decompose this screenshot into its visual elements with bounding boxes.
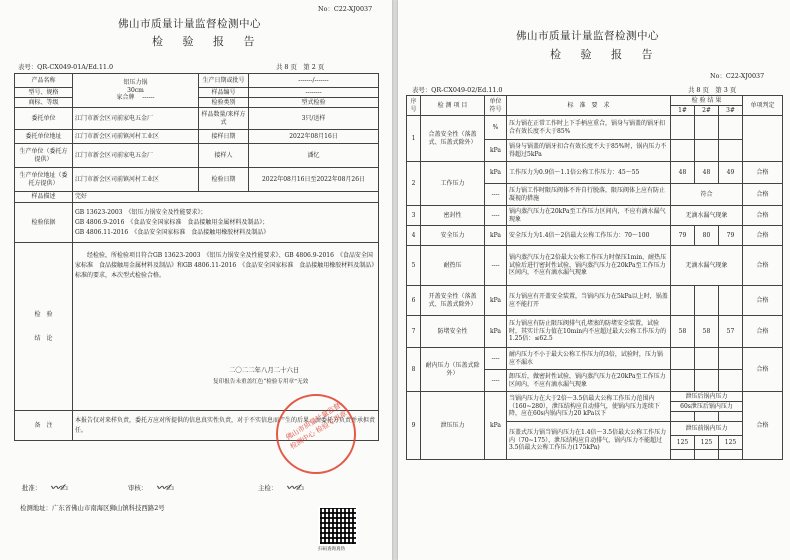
value-sample-no: -------- [249,88,379,98]
item3-no: 3 [407,206,421,226]
item4-r3: 79 [719,226,743,246]
item2-r3: 49 [719,162,743,184]
stamp-text: 佛山市质量计量监督检测中心 检验专用章 [284,401,349,451]
report-number: No：C22-XJ0037 [318,5,373,13]
label-recv: 接样日期 [199,130,249,144]
label-brand: 商标、等级 [15,98,73,108]
hdr-no: 序号 [407,96,421,116]
item8-unit1: ---- [485,348,507,370]
qr-code[interactable] [318,506,358,546]
item2-name: 工作压力 [421,162,485,206]
value-client: 江门市新会区司前家电五金厂 [73,108,199,130]
label-basis: 检验依据 [15,203,73,243]
item9-r2: 125 [695,436,719,450]
label-model: 型号、规格 [15,88,73,98]
item3-name: 密封性 [421,206,485,226]
item6-unit: kPa [485,286,507,316]
item9-unit: kPa [485,392,507,460]
item8-unit2: ---- [485,370,507,392]
report-number: No：C22-XJ0037 [710,72,765,80]
item6-name: 开盖安全性（落盖式、压盖式除外） [421,286,485,316]
report-title: 检 验 报 告 [550,48,661,61]
value-test-date: 2022年08月16日至2022年08月26日 [249,168,379,192]
basis-line-2: GB 4806.9-2016 《食品安全国家标准 食品接触用金属材料及制品》； [75,218,269,226]
value-remark: 本报告仅对来样负责，委托方应对所提供的信息真实性负责，对于不实信息而产生的后果，由委托方负责并承担责任。 [73,411,379,441]
item4-r1: 79 [671,226,695,246]
test-address: 检测地址：广东省佛山市南海区狮山镇科技西路2号 [20,504,165,512]
item2-unit1: kPa [485,162,507,184]
value-qty: 3只/送样 [249,108,379,130]
label-category: 检验类别 [199,98,249,108]
item6-req: 压力锅应有开盖安全装置，当锅内压力在5kPa以上时，锅盖应不能打开 [507,286,671,316]
issue-date: 二〇二二年八月二十六日 [229,366,300,374]
item5-unit: ---- [485,246,507,286]
inspection-stamp [276,394,356,474]
label-remark: 备 注 [15,411,73,441]
item2-r1: 48 [671,162,695,184]
item5-no: 5 [407,246,421,286]
item9-r1: 125 [671,436,695,450]
item8-req2: 卸压后，做密封性试验，锅内蒸汽压力在20kPa至工作压力区间内，不应有滴水漏气现象 [507,370,671,392]
item9-req1: 当锅内压力在大于2倍～3.5倍最大公称工作压力范围内（160~280），泄压结构应自动排气，使锅内压力连续下降，应在60s内锅内压力20 kPa以下 [507,392,671,422]
item9-res-label1b: 60s泄压后锅内压力 [671,402,743,412]
hdr-result: 检 验 结 果 [671,96,743,106]
item4-judge: 合格 [743,226,783,246]
item4-req: 安全压力为1.4倍～2倍最大公称工作压力：70～100 [507,226,671,246]
item7-req: 压力锅应有防止限压阀排气孔堵塞的防堵安全装置，试验时，其实计压力值在10min内不应超过最大公称工作压力的1.25倍：≤62.5 [507,316,671,348]
item4-name: 安全压力 [421,226,485,246]
item2-unit2: ---- [485,184,507,206]
item6-judge: 合格 [743,286,783,316]
value-conclusion-cell [73,243,379,411]
product-value-cell [73,74,199,108]
basis-line-1: GB 13623-2003 《铝压力锅安全及性能要求》； [75,208,207,216]
item3-unit: ---- [485,206,507,226]
form-number: 表号：QR-CX049-01A/Ed.11.0 [18,63,114,71]
item2-judge2: 合格 [743,184,783,206]
item9-r3: 125 [719,436,743,450]
label-product: 产品名称 [15,74,73,88]
item7-name: 防堵安全性 [421,316,485,348]
item7-unit: kPa [485,316,507,348]
item7-r2: 58 [695,316,719,348]
value-client-addr: 江门市新会区司前镇河村工业区 [73,130,199,144]
item2-r2: 48 [695,162,719,184]
item1-judge [743,116,783,162]
hdr-item: 检 测 项 目 [421,96,485,116]
item2-req2: 压力锅工作时限压阀体不许自行脱落，限压阀体上应有防止凝视的措施 [507,184,671,206]
results-table [406,95,783,460]
value-basis [73,203,379,243]
item8-no: 8 [407,348,421,392]
item3-result: 无滴水漏气现象 [671,206,743,226]
item4-unit: kPa [485,226,507,246]
item8-name: 耐内压力（压盖式除外） [421,348,485,392]
label-qty: 样品数量/来样方式 [199,108,249,130]
item1-req2: 锅身与锅盖的锅牙扣合有效长度不大于85%时，锅内压力不得超过5kPa [507,140,671,162]
hdr-r3: 3# [719,106,743,116]
item8-req1: 耐内压力不小于最大公称工作压力的3倍，试验时，压力锅应不漏水 [507,348,671,370]
item6-no: 6 [407,286,421,316]
item1-unit1: % [485,116,507,140]
value-brand: 家合牌 ------ [116,94,155,102]
hdr-unit: 单位符号 [485,96,507,116]
item9-req2: 压盖式压力锅当锅内压力在1.4倍～3.5倍最大公称工作压力内（70~175），泄压结构应自动排气，锅内压力不能超过3.5倍最大公称工作压力(175kPa) [507,422,671,460]
approver-signature: 〰✍ [50,483,69,494]
value-product: 铝压力锅 [123,79,148,87]
item9-judge: 合格 [743,392,783,460]
auditor-signature: 〰✍ [156,483,175,494]
org-name: 佛山市质量计量监督检测中心 [516,30,659,42]
item9-no: 9 [407,392,421,460]
label-maker: 生产单位（委托方提供） [15,144,73,168]
hdr-r1: 1# [671,106,695,116]
report-page-left [0,0,392,560]
report-title: 检 验 报 告 [152,35,263,48]
org-name: 佛山市质量计量监督检测中心 [118,18,261,30]
label-date: 生产日期或批号 [199,74,249,88]
value-state: 完好 [73,192,379,203]
item3-req: 锅内蒸汽压力在20kPa至工作压力区间内，不应有滴水漏气现象 [507,206,671,226]
item3-judge: 合格 [743,206,783,226]
item4-r2: 80 [695,226,719,246]
hdr-r2: 2# [695,106,719,116]
label-receiver: 接样人 [199,144,249,168]
item5-req: 锅内蒸汽压力在2倍最大公称工作压力时保压1min，耐热压试验后进行密封性试验，锅内蒸汽压力在20kPa至工作压力区间内，不应有滴水漏气现象 [507,246,671,286]
conclusion-text: 经检验，所检验项目符合GB 13623-2003 《铝压力锅安全及性能要求》、GB 4806.9-2016 《食品安全国家标准 食品接触用金属材料及制品》和GB 4806.11-2016 《食品安全国家标准 食品接触用橡胶材料及制品》标准的要求，本次型式检验合格。 [75,252,375,279]
main-label: 主检： [258,484,278,492]
item7-no: 7 [407,316,421,348]
value-model: 30cm [127,86,144,94]
item1-name: 合盖安全性（落盖式、压盖式除外） [421,116,485,162]
item9-res-label2: 泄压前锅内压力 [671,422,743,436]
item2-result2: 符合 [671,184,743,206]
page-info: 共 8 页 第 2 页 [276,63,325,71]
form-number: 表号：QR-CX049-02/Ed.11.0 [412,86,503,94]
item2-req1: 工作压力为0.9倍～1.1倍公称工作压力：45～55 [507,162,671,184]
item8-judge: 合格 [743,348,783,392]
item5-result: 无滴水漏气现象 [671,246,743,286]
item1-req1: 压力锅在正常工作时上下手柄应重合，锅身与锅盖的锅牙扣合有效长度不大于85% [507,116,671,140]
value-maker-addr: 江门市新会区司前镇河村工业区 [73,168,199,192]
value-recv: 2022年08月16日 [249,130,379,144]
label-sample-no: 样品编号 [199,88,249,98]
label-client: 委托单位 [15,108,73,130]
label-test-date: 检验日期 [199,168,249,192]
item5-judge: 合格 [743,246,783,286]
value-maker: 江门市新会区司前家电五金厂 [73,144,199,168]
label-maker-addr: 生产单位地址（委托方提供） [15,168,73,192]
item1-unit2: kPa [485,140,507,162]
label-client-addr: 委托单位地址 [15,130,73,144]
basis-line-3: GB 4806.11-2016 《食品安全国家标准 食品接触用橡胶材料及制品》 [75,228,270,236]
issue-note: 复印报告未重盖红色“检验专用章”无效 [213,379,309,385]
item1-no: 1 [407,116,421,162]
audit-label: 审核： [128,484,148,492]
page-info: 共 8 页 第 3 页 [688,86,737,94]
value-receiver: 潘忆 [249,144,379,168]
hdr-judge: 单项判定 [743,96,783,116]
label-conclusion: 检 验 结 论 [15,243,73,411]
item7-judge: 合格 [743,316,783,348]
item9-res-label1: 泄压后锅内压力 [671,392,743,402]
main-inspector-signature: 〰✍ [286,483,305,494]
item5-name: 耐热压 [421,246,485,286]
value-category: 型式检验 [249,98,379,108]
item4-no: 4 [407,226,421,246]
item2-judge1: 合格 [743,162,783,184]
qr-caption: 扫码查询真伪 [318,547,345,552]
hdr-req: 标 准 要 求 [507,96,671,116]
approve-label: 批准： [22,484,42,492]
item2-no: 2 [407,162,421,206]
info-table [14,73,379,441]
item9-name: 泄压压力 [421,392,485,460]
label-state: 样品描述 [15,192,73,203]
item7-r1: 58 [671,316,695,348]
item7-r3: 57 [719,316,743,348]
report-page-right [398,0,790,560]
value-date: -------/------- [249,74,379,88]
